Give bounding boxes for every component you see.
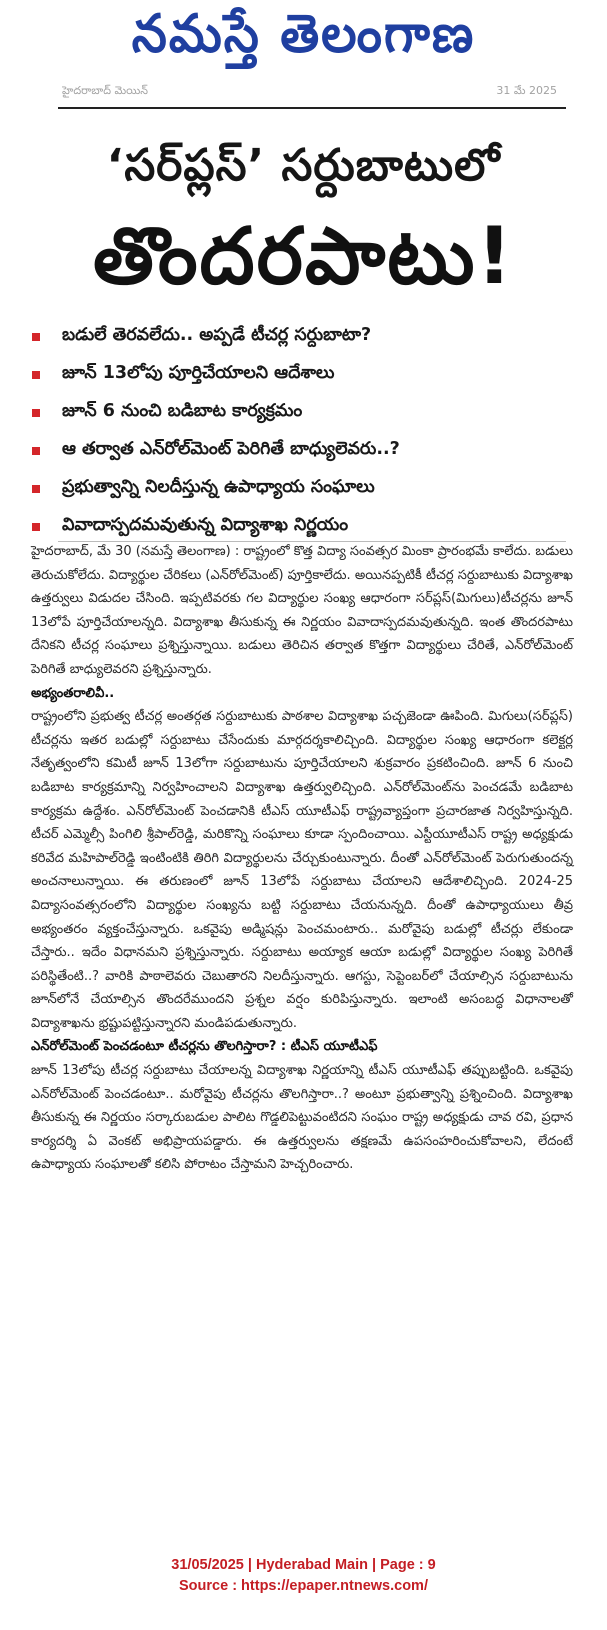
bullet-square-icon	[32, 447, 40, 455]
bullet-item	[30, 432, 570, 470]
bullet-item	[30, 470, 570, 508]
bullet-text: జూన్ 6 నుంచి బడిబాట కార్యక్రమం	[62, 401, 303, 421]
dateline-date: 31 మే 2025	[496, 84, 557, 97]
article-paragraph: రాష్ట్రంలోని ప్రభుత్వ టీచర్ల అంతర్గత సర్దుబాటుకు పాఠశాల విద్యాశాఖ పచ్చజెండా ఊపింది. మిగులు(సర్‌ప్లస్) టీచర్లను ఇతర బడుల్లో సర్దుబాటు చేసేందుకు మార్గదర్శకాలిచ్చింది. విద్యార్థుల సంఖ్య ఆధారంగా కలెక్టర్ల నేతృత్వంలోని కమిటీ జూన్ 13లోగా సర్దుబాటును పూర్తిచేయాలని శుక్రవారం ప్రకటించింది. జూన్ 6 నుంచి బడిబాట కార్యక్రమాన్ని నిర్వహించాలని విద్యాశాఖ ఉత్తర్వులిచ్చింది. ఎన్‌రోల్‌మెంట్‌ను పెంచడమే బడిబాట కార్యక్రమ ఉద్దేశం. ఎన్‌రోల్‌మెంట్ పెంచడానికి టీఎస్ యూటీఎఫ్ రాష్ట్రవ్యాప్తంగా ప్రచారజాత నిర్వహిస్తున్నది. టీచర్ ఎమ్మెల్సీ పింగిలి శ్రీపాల్‌రెడ్డి, మరికొన్ని సంఘాలు కూడా స్పందించాయి. ఎస్టీయూటీఎస్ రాష్ట్ర అధ్యక్షుడు కరివేద మహిపాల్‌రెడ్డి ఇంటింటికి తిరిగి విద్యార్థులను చేర్చుకుంటున్నారు. దీంతో ఎన్‌రోల్‌మెంట్ పెరుగుతుందన్న అంచనాలున్నాయి. ఈ తరుణంలో జూన్ 13లోపే సర్దుబాటు చేయాలని ఆదేశాలిచ్చింది. 2024-25 విద్యాసంవత్సరంలోని విద్యార్థుల సంఖ్యను బట్టి సర్దుబాటు చేయనున్నది. దీంతో ఉపాధ్యాయులు తీవ్ర అభ్యంతరం వ్యక్తంచేస్తున్నారు. ఒకవైపు అడ్మిషన్లు పెంచమంటారు.. మరోవైపు బడుల్లో టీచర్లు లేకుండా చేస్తారు.. ఇదేం విధానమని ప్రశ్నిస్తున్నారు. సర్దుబాటు అయ్యాక ఆయా బడుల్లో విద్యార్థుల సంఖ్య పెరిగితే పరిస్థితేంటి..? వారికి పాఠాలెవరు చెబుతారని నిలదీస్తున్నారు. ఆగస్టు, సెప్టెంబర్‌లో చేయాల్సిన సర్దుబాటును జూన్‌లోనే చేయాల్సిన తొందరేముందని ప్రశ్నల వర్షం కురిపిస్తున్నారు. ఇలాంటి అసంబద్ధ విధానాలతో విద్యాశాఖను భ్రష్టుపట్టిస్తున్నారని మండిపడుతున్నారు.	[31, 709, 573, 1031]
article-body	[31, 540, 573, 1177]
bullet-square-icon	[32, 409, 40, 417]
bullet-text: ఆ తర్వాత ఎన్‌రోల్‌మెంట్ పెరిగితే బాధ్యులెవరు..?	[62, 439, 400, 459]
headline-line-1: ‘సర్‌ప్లస్’ సర్దుబాటులో	[106, 140, 501, 191]
bullet-text: బడులే తెరవలేదు.. అప్పడే టీచర్ల సర్దుబాటా?	[62, 325, 372, 345]
bullet-square-icon	[32, 371, 40, 379]
page-footer	[0, 1555, 607, 1597]
newspaper-logo: నమస్తే తెలంగాణ	[131, 2, 476, 65]
article-subheading: ఎన్‌రోల్‌మెంట్ పెంచడంటూ టీచర్లను తొలగిస్తారా? : టీఎస్ యూటీఎఫ్	[31, 1039, 378, 1055]
masthead	[0, 0, 607, 80]
bullet-square-icon	[32, 523, 40, 531]
dateline-edition: హైదరాబాద్ మెయిన్	[62, 84, 148, 97]
footer-edition-info: 31/05/2025 | Hyderabad Main | Page : 9	[171, 1557, 436, 1573]
dateline	[62, 84, 557, 102]
bullet-text: ప్రభుత్వాన్ని నిలదీస్తున్న ఉపాధ్యాయ సంఘాలు	[62, 477, 375, 497]
bullet-square-icon	[32, 333, 40, 341]
bullet-text: వివాదాస్పదమవుతున్న విద్యాశాఖ నిర్ణయం	[62, 515, 349, 535]
bullet-item	[30, 318, 570, 356]
bullet-item	[30, 356, 570, 394]
article-subheading: అభ్యంతరాలివీ..	[31, 685, 115, 701]
headline-line-2: తొందరపాటు!	[92, 212, 515, 302]
footer-source-link[interactable]: Source : https://epaper.ntnews.com/	[179, 1578, 428, 1594]
article-paragraph: జూన్ 13లోపు టీచర్ల సర్దుబాటు చేయాలన్న విద్యాశాఖ నిర్ణయాన్ని టీఎస్ యూటీఎఫ్ తప్పుబట్టింది. ఒకవైపు ఎన్‌రోల్‌మెంట్ పెంచడంటూ.. మరోవైపు టీచర్లను తొలగిస్తారా..? అంటూ ప్రభుత్వాన్ని ప్రశ్నించింది. విద్యాశాఖ తీసుకున్న ఈ నిర్ణయం సర్కారుబడుల పాలిట గొడ్డలిపెట్టువంటిదని సంఘం రాష్ట్ర అధ్యక్షుడు చావ రవి, ప్రధాన కార్యదర్శి ఏ వెంకట్ అభిప్రాయపడ్డారు. ఈ ఉత్తర్వులను తక్షణమే ఉపసంహరించుకోవాలని, లేదంటే ఉపాధ్యాయ సంఘాలతో కలిసి పోరాటం చేస్తామని హెచ్చరించారు.	[31, 1063, 573, 1173]
bullet-item	[30, 394, 570, 432]
bullet-text: జూన్ 13లోపు పూర్తిచేయాలని ఆదేశాలు	[62, 363, 335, 383]
article-paragraph: హైదరాబాద్, మే 30 (నమస్తే తెలంగాణ) : రాష్ట్రంలో కొత్త విద్యా సంవత్సర మింకా ప్రారంభమే కాలేదు. బడులు తెరుచుకోలేదు. విద్యార్థుల చేరికలు (ఎన్‌రోల్‌మెంట్) పూర్తికాలేదు. అయినప్పటికీ టీచర్ల సర్దుబాటుకు విద్యాశాఖ ఉత్తర్వులు విడుదల చేసింది. ఇప్పటివరకు గల విద్యార్థుల సంఖ్య ఆధారంగా సర్‌ప్లస్(మిగులు)టీచర్లను జూన్ 13లోపే పూర్తిచేయాలన్నది. విద్యాశాఖ తీసుకున్న ఈ నిర్ణయం వివాదాస్పదమవుతున్నది. ఇంత తొందరపాటు దేనికని టీచర్ల సంఘాలు ప్రశ్నిస్తున్నాయి. బడులు తెరిచిన తర్వాత కొత్తగా విద్యార్థులు చేరితే, ఎన్‌రోల్‌మెంట్ పెరిగితే బాధ్యులెవరని ప్రశ్నిస్తున్నారు.	[31, 544, 573, 677]
bullet-square-icon	[32, 485, 40, 493]
top-rule	[58, 107, 566, 109]
bullet-list	[30, 318, 570, 546]
